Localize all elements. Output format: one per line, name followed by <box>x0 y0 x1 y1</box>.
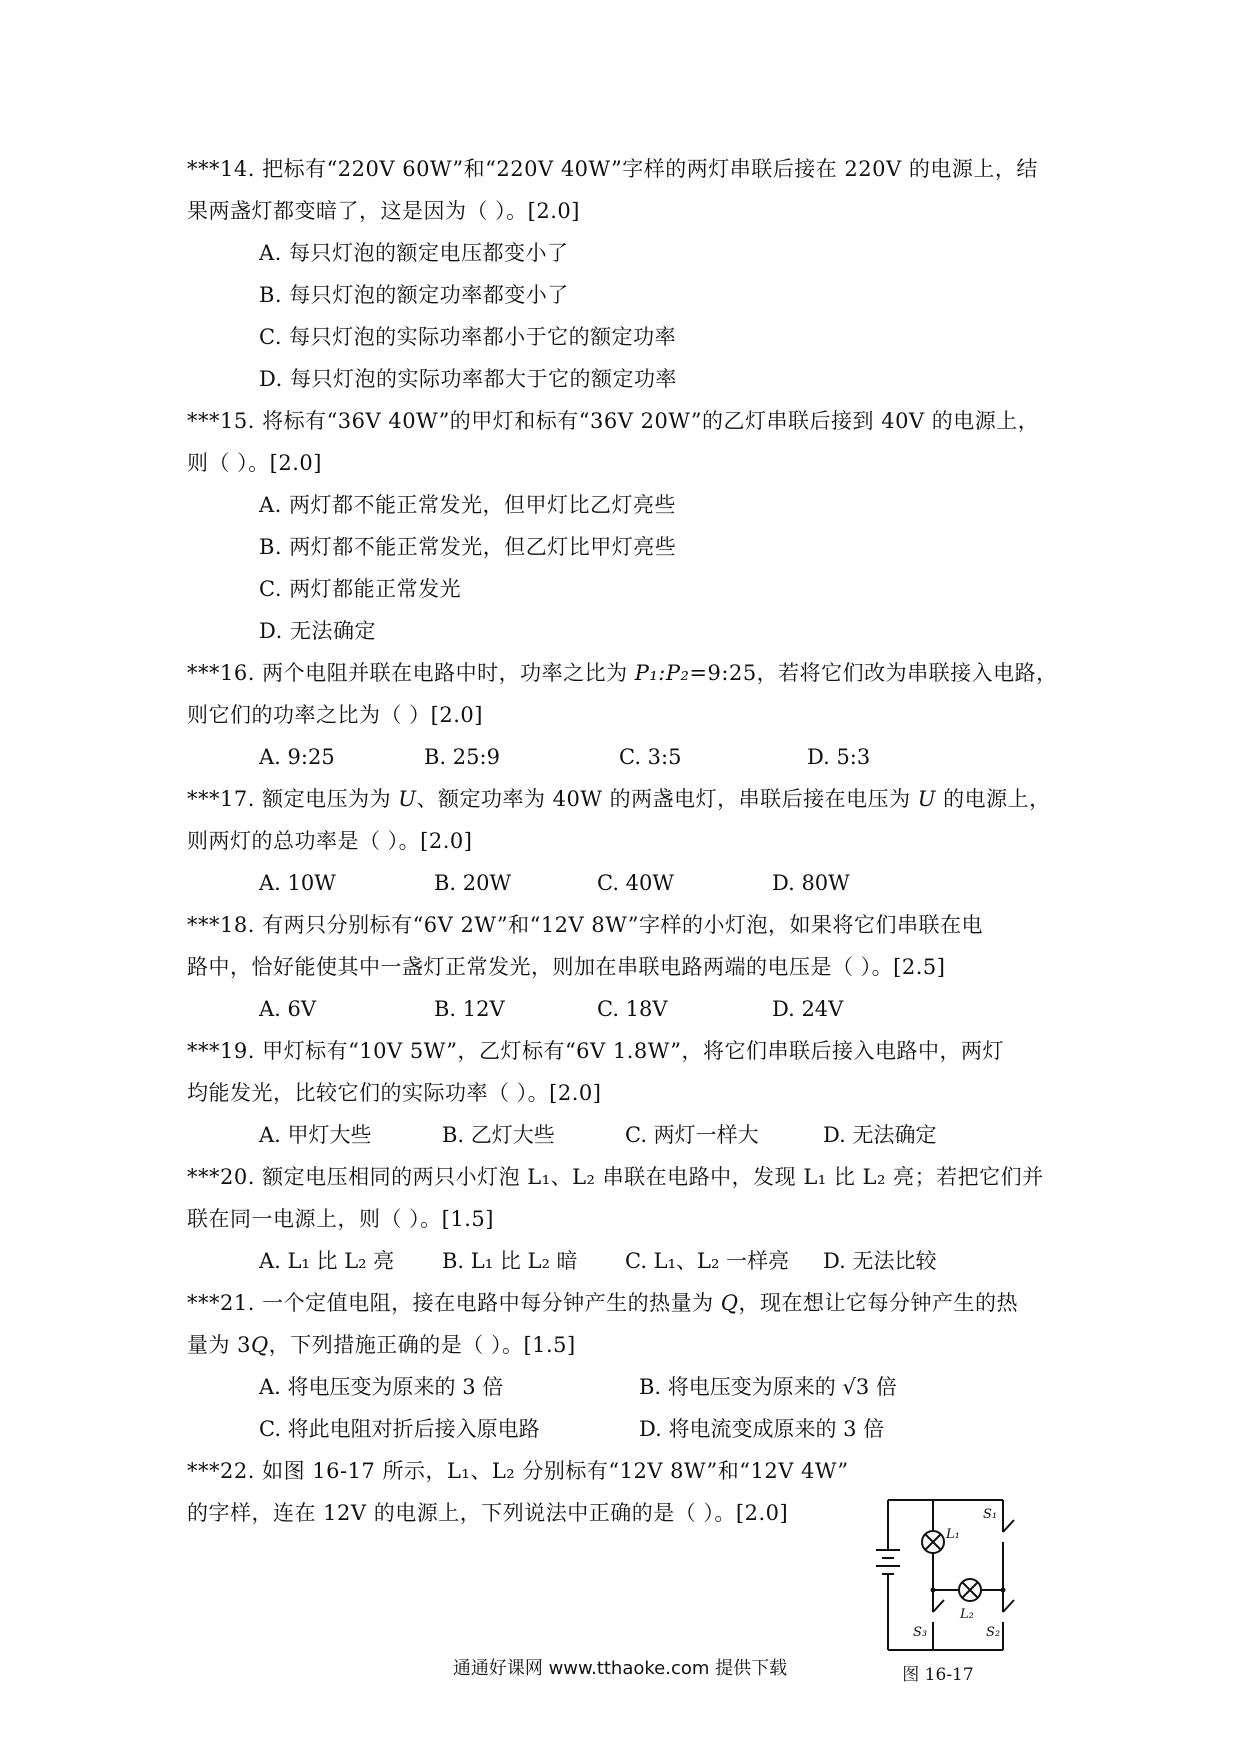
question-21-options-row-1 <box>187 1366 1067 1408</box>
question-20-option-b: B. L₁ 比 L₂ 暗 <box>442 1249 578 1273</box>
question-16-variable: P₁:P₂ <box>634 661 690 685</box>
question-17-options <box>187 862 1067 904</box>
question-16-text-c: =9:25，若将它们改为串联接入电路， <box>689 661 1058 685</box>
question-21-text-2c: ，下列措施正确的是（ ）。[1.5] <box>268 1333 576 1357</box>
question-21-variable-q2: Q <box>251 1333 269 1357</box>
question-19-option-c: C. 两灯一样大 <box>625 1123 759 1147</box>
question-17-text-e: 的电源上， <box>936 787 1051 811</box>
question-21-options-row-2 <box>187 1408 1067 1450</box>
question-14-option-d: D. 每只灯泡的实际功率都大于它的额定功率 <box>259 367 677 391</box>
figure-caption: 图 16-17 <box>902 1665 974 1685</box>
question-17-option-a: A. 10W <box>259 871 336 895</box>
question-16-line-1 <box>187 652 1067 694</box>
question-16-option-c: C. 3:5 <box>619 745 682 769</box>
question-18-line-1: ***18. 有两只分别标有“6V 2W”和“12V 8W”字样的小灯泡，如果将它们串联在电 <box>187 913 983 937</box>
question-21-option-b: B. 将电压变为原来的 √3 倍 <box>639 1375 897 1399</box>
question-14-line-1: ***14. 把标有“220V 60W”和“220V 40W”字样的两灯串联后接在 220V 的电源上，结 <box>187 157 1038 181</box>
question-18-option-d: D. 24V <box>772 997 844 1021</box>
question-21-option-a: A. 将电压变为原来的 3 倍 <box>259 1375 504 1399</box>
question-18-options <box>187 988 1067 1030</box>
question-20-line-2: 联在同一电源上，则（ ）。[1.5] <box>187 1207 494 1231</box>
question-18-line-2: 路中，恰好能使其中一盏灯正常发光，则加在串联电路两端的电压是（ ）。[2.5] <box>187 955 946 979</box>
question-21-text-c: ，现在想让它每分钟产生的热 <box>738 1291 1018 1315</box>
question-17-option-d: D. 80W <box>772 871 850 895</box>
question-19-line-2: 均能发光，比较它们的实际功率（ ）。[2.0] <box>187 1081 602 1105</box>
question-21-line-2 <box>187 1324 1067 1366</box>
question-15-option-c: C. 两灯都能正常发光 <box>259 577 462 601</box>
question-15-line-2: 则（ ）。[2.0] <box>187 451 322 475</box>
label-s3: S₃ <box>913 1625 928 1640</box>
question-14-line-2: 果两盏灯都变暗了，这是因为（ ）。[2.0] <box>187 199 580 223</box>
question-18-option-b: B. 12V <box>434 997 505 1021</box>
question-19-option-d: D. 无法确定 <box>823 1123 937 1147</box>
question-19-option-b: B. 乙灯大些 <box>442 1123 555 1147</box>
question-18-option-c: C. 18V <box>597 997 668 1021</box>
question-17-option-c: C. 40W <box>597 871 674 895</box>
question-21-option-d: D. 将电流变成原来的 3 倍 <box>639 1417 885 1441</box>
question-20-options <box>187 1240 1067 1282</box>
question-21-line-1 <box>187 1282 1067 1324</box>
label-l1: L₁ <box>946 1527 960 1542</box>
question-14-option-c: C. 每只灯泡的实际功率都小于它的额定功率 <box>259 325 677 349</box>
question-17-text-c: 、额定功率为 40W 的两盏电灯，串联后接在电压为 <box>416 787 918 811</box>
question-17-variable-u: U <box>398 787 417 811</box>
question-17-text-a: ***17. 额定电压为为 <box>187 787 399 811</box>
question-15-option-a: A. 两灯都不能正常发光，但甲灯比乙灯亮些 <box>259 493 677 517</box>
label-s2: S₂ <box>986 1625 1001 1640</box>
question-17-line-2: 则两灯的总功率是（ ）。[2.0] <box>187 829 473 853</box>
label-l2: L₂ <box>960 1607 974 1622</box>
question-20-option-d: D. 无法比较 <box>823 1249 937 1273</box>
question-16-option-d: D. 5:3 <box>807 745 871 769</box>
question-18-option-a: A. 6V <box>259 997 317 1021</box>
label-s1: S₁ <box>983 1507 998 1522</box>
question-20-line-1: ***20. 额定电压相同的两只小灯泡 L₁、L₂ 串联在电路中，发现 L₁ 比 L₂ 亮；若把它们并 <box>187 1165 1044 1189</box>
question-15-option-d: D. 无法确定 <box>259 619 376 643</box>
question-20-option-c: C. L₁、L₂ 一样亮 <box>625 1249 790 1273</box>
question-22-line-1: ***22. 如图 16-17 所示，L₁、L₂ 分别标有“12V 8W”和“12V 4W” <box>187 1459 849 1483</box>
document-body <box>187 148 1067 1534</box>
question-16-option-b: B. 25:9 <box>424 745 500 769</box>
question-20-option-a: A. L₁ 比 L₂ 亮 <box>259 1249 395 1273</box>
question-17-option-b: B. 20W <box>434 871 512 895</box>
question-21-text-2a: 量为 3 <box>187 1333 252 1357</box>
question-16-text-a: ***16. 两个电阻并联在电路中时，功率之比为 <box>187 661 635 685</box>
question-21-variable-q: Q <box>720 1291 739 1315</box>
question-15-line-1: ***15. 将标有“36V 40W”的甲灯和标有“36V 20W”的乙灯串联后接到 40V 的电源上， <box>187 409 1040 433</box>
question-16-option-a: A. 9:25 <box>259 745 335 769</box>
question-19-option-a: A. 甲灯大些 <box>259 1123 372 1147</box>
question-21-text-a: ***21. 一个定值电阻，接在电路中每分钟产生的热量为 <box>187 1291 721 1315</box>
question-22-line-2: 的字样，连在 12V 的电源上，下列说法中正确的是（ ）。[2.0] <box>187 1501 789 1525</box>
question-14-option-a: A. 每只灯泡的额定电压都变小了 <box>259 241 569 265</box>
question-17-variable-u2: U <box>917 787 936 811</box>
question-19-options <box>187 1114 1067 1156</box>
question-14-option-b: B. 每只灯泡的额定功率都变小了 <box>259 283 569 307</box>
question-21-option-c: C. 将此电阻对折后接入原电路 <box>259 1417 540 1441</box>
question-19-line-1: ***19. 甲灯标有“10V 5W”，乙灯标有“6V 1.8W”，将它们串联后接入电路中，两灯 <box>187 1039 1004 1063</box>
question-15-option-b: B. 两灯都不能正常发光，但乙灯比甲灯亮些 <box>259 535 677 559</box>
question-16-options <box>187 736 1067 778</box>
circuit-diagram <box>858 1490 1018 1660</box>
question-16-line-2: 则它们的功率之比为（ ）[2.0] <box>187 703 483 727</box>
question-17-line-1 <box>187 778 1067 820</box>
page-footer: 通通好课网 www.tthaoke.com 提供下载 <box>452 1658 788 1679</box>
